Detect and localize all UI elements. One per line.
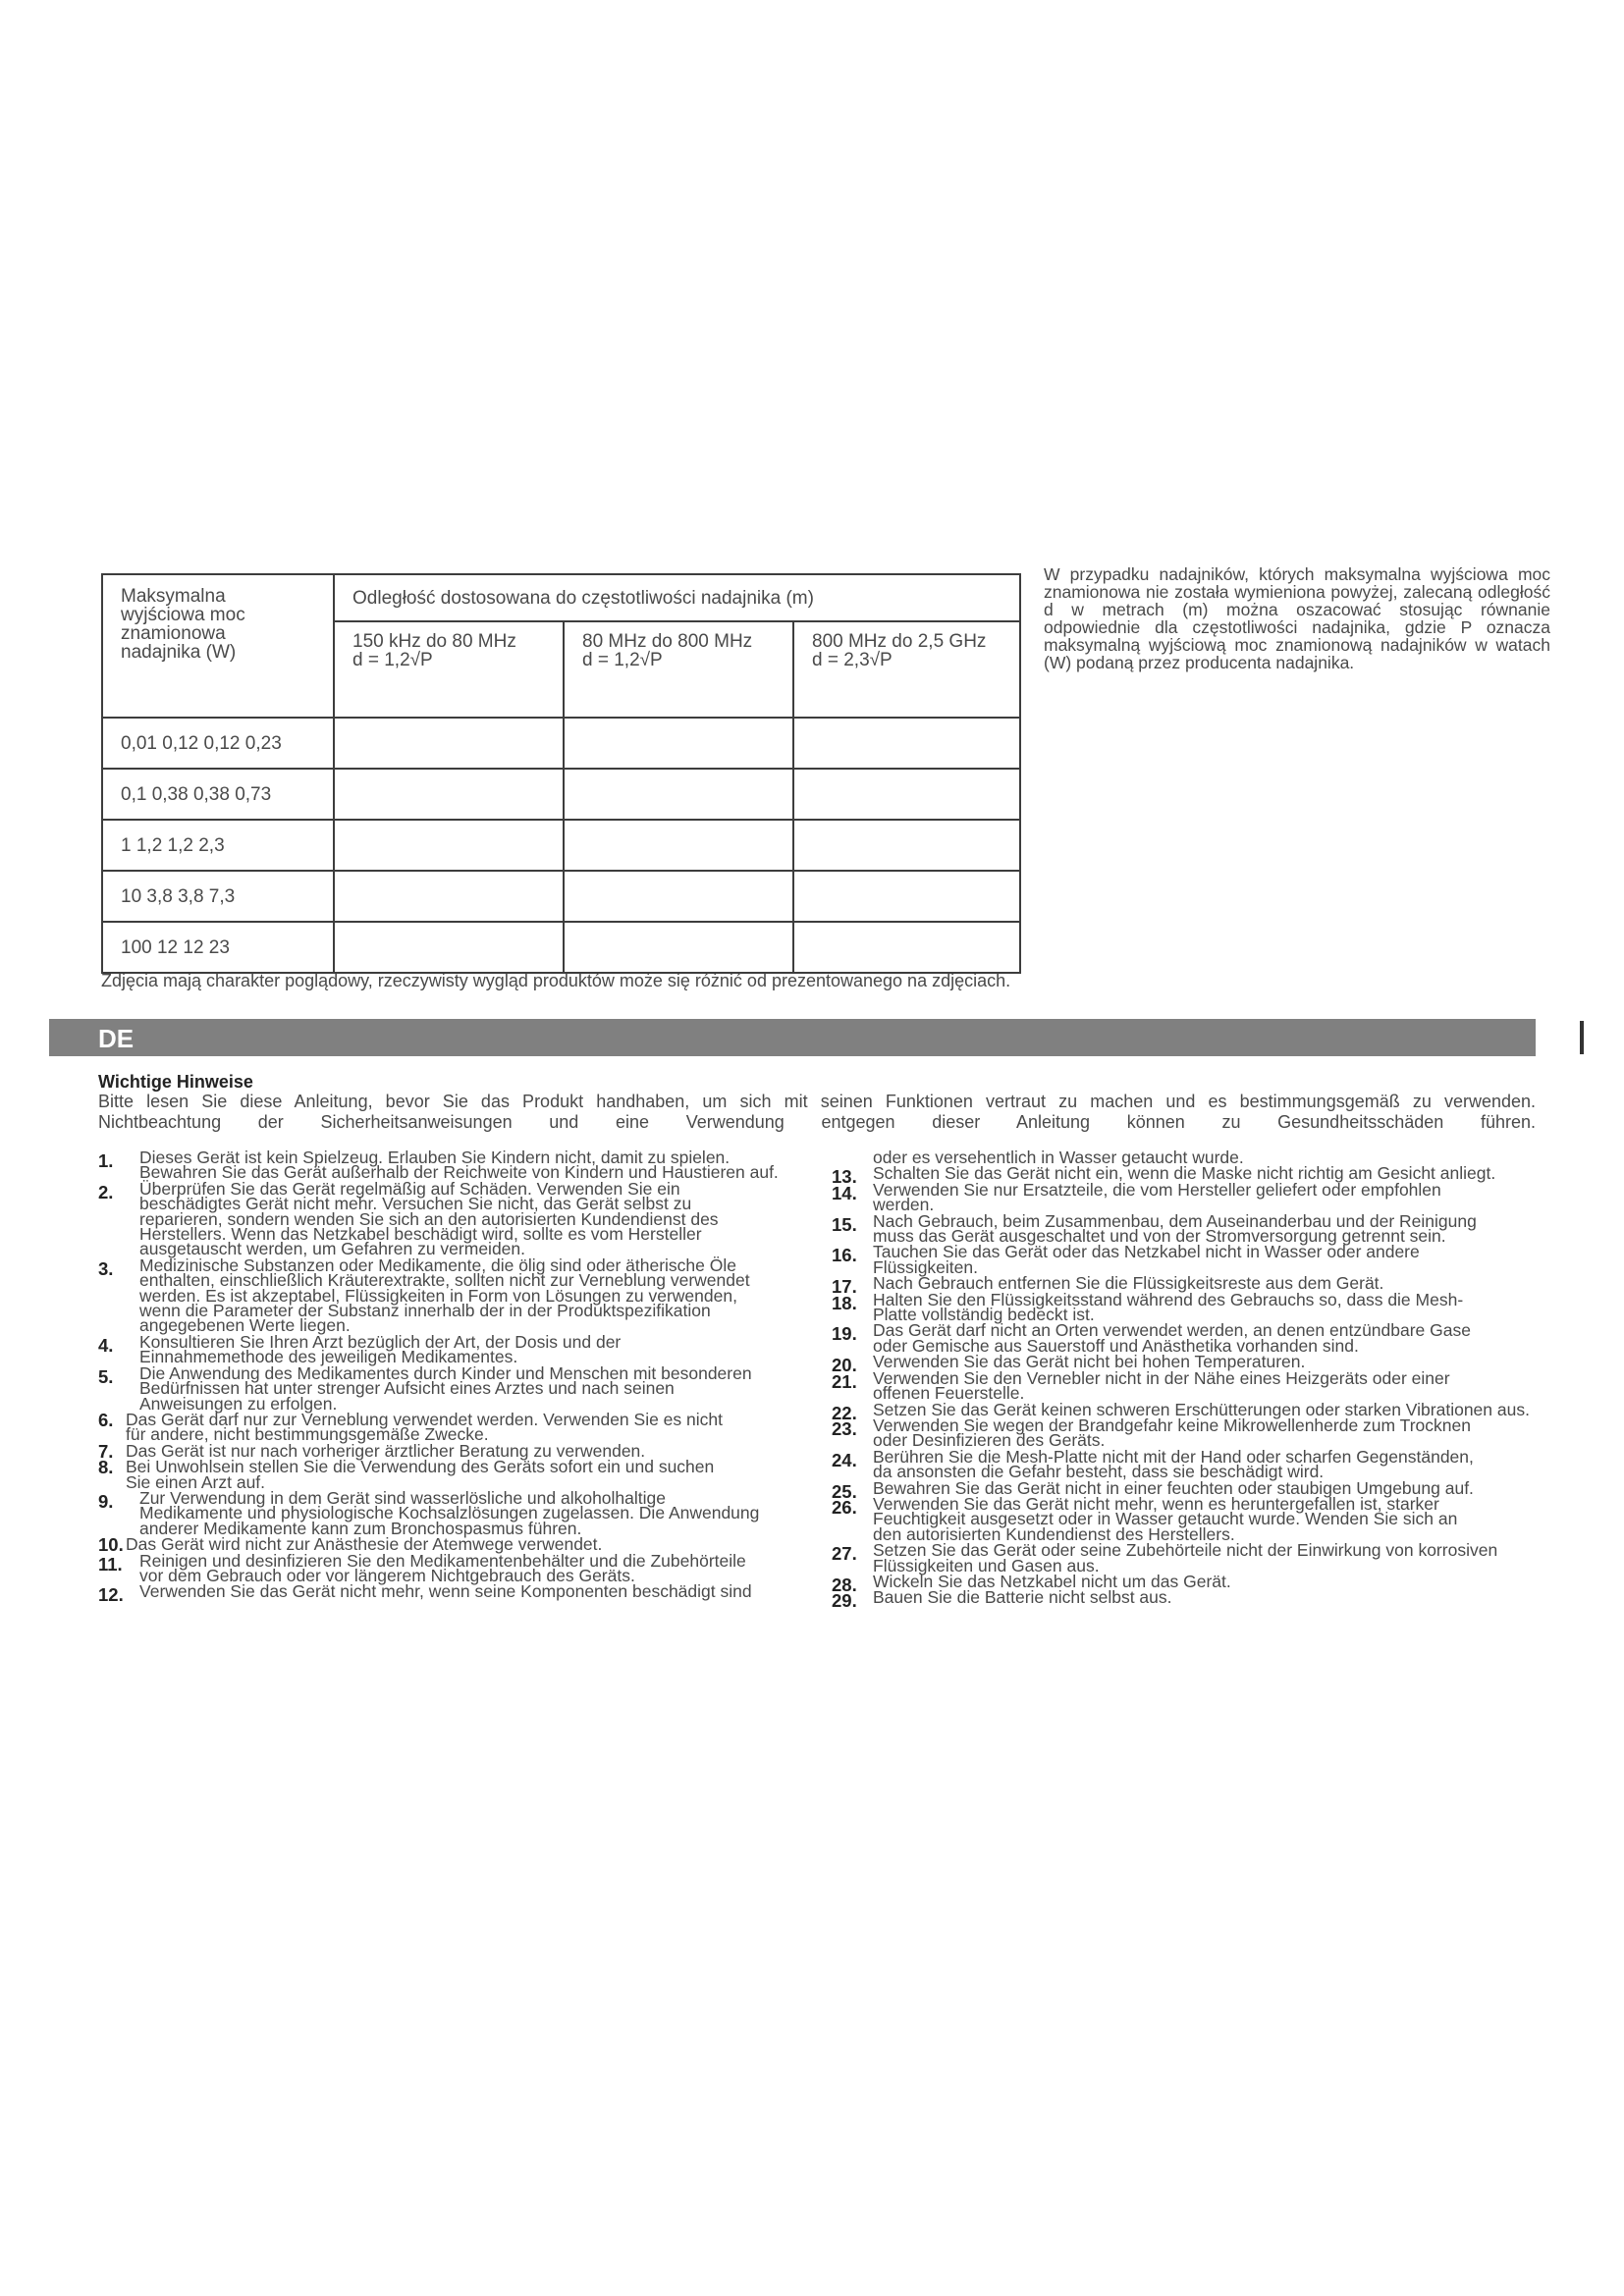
item-line: Setzen Sie das Gerät oder seine Zubehörteile nicht der Einwirkung von korrosiven	[873, 1540, 1498, 1561]
list-item	[98, 1362, 825, 1414]
list-item	[98, 1457, 825, 1492]
item-number: 14.	[832, 1182, 857, 1203]
list-item	[832, 1493, 1560, 1544]
band-header-1: 150 kHz do 80 MHz d = 1,2√P	[334, 621, 564, 718]
section-title: Wichtige Hinweise	[98, 1072, 253, 1092]
item-number: 9.	[98, 1490, 114, 1512]
item-line: Nach Gebrauch entfernen Sie die Flüssigkeitsreste aus dem Gerät.	[873, 1273, 1384, 1294]
item-number: 6.	[98, 1409, 114, 1430]
item-line: offenen Feuerstelle.	[873, 1383, 1025, 1404]
list-item	[98, 1150, 825, 1181]
item-line: Feuchtigkeit ausgesetzt oder in Wasser getaucht wurde. Wenden Sie sich an	[873, 1509, 1458, 1529]
item-line: Zur Verwendung in dem Gerät sind wasserlösliche und alkoholhaltige	[139, 1487, 666, 1508]
item-number: 27.	[832, 1543, 857, 1565]
item-line: für andere, nicht bestimmungsgemäße Zwecke.	[126, 1424, 489, 1445]
item-line: werden.	[873, 1195, 935, 1215]
item-line: den autorisierten Kundendienst des Herstellers.	[873, 1523, 1235, 1544]
item-number: 15.	[832, 1213, 857, 1235]
item-line: Flüssigkeiten.	[873, 1256, 978, 1277]
instructions-right-column	[832, 1148, 1560, 1612]
item-line: Medizinische Substanzen oder Medikamente, die ölig sind oder ätherische Öle	[139, 1255, 736, 1275]
item-number: 16.	[832, 1245, 857, 1266]
item-line: angegebenen Werte liegen.	[139, 1315, 351, 1336]
item-line: Konsultieren Sie Ihren Arzt bezüglich der Art, der Dosis und der	[139, 1331, 622, 1352]
language-code: DE	[98, 1024, 135, 1053]
list-item	[832, 1210, 1560, 1247]
item-number: 24.	[832, 1449, 857, 1470]
page-edge-mark	[1580, 1021, 1584, 1054]
list-item	[832, 1540, 1560, 1575]
item-number: 2.	[98, 1181, 114, 1202]
table-row	[102, 769, 1020, 820]
item-number: 29.	[832, 1590, 857, 1612]
item-line: Flüssigkeiten und Gasen aus.	[873, 1555, 1100, 1575]
item-line: Einnahmemethode des jeweiligen Medikamentes.	[139, 1347, 518, 1367]
item-number: 12.	[98, 1584, 124, 1606]
distance-header: Odległość dostosowana do częstotliwości nadajnika (m)	[334, 574, 1020, 621]
table-cell: 10 3,8 3,8 7,3	[102, 871, 334, 922]
item-number: 25.	[832, 1480, 857, 1502]
item-line: Verwenden Sie nur Ersatzteile, die vom Hersteller geliefert oder empfohlen	[873, 1179, 1441, 1200]
item-line: Verwenden Sie den Vernebler nicht in der Nähe eines Heizgeräts oder einer	[873, 1367, 1450, 1388]
item-line: Anweisungen zu erfolgen.	[139, 1393, 338, 1414]
item-line: Wickeln Sie das Netzkabel nicht um das Gerät.	[873, 1571, 1231, 1591]
side-note: W przypadku nadajników, których maksymalna wyjściowa moc znamionowa nie została wymieniona powyżej, zalecaną odległość d w metrach (m) można oszacować stosując równanie odpowiednie dla częstotliwości nadajnika, gdzie P oznacza maksymalną wyjściową moc znamionową nadajników w watach (W) podaną przez producenta nadajnika.	[1044, 564, 1550, 672]
item-line: wenn die Parameter der Substanz innerhalb der in der Produktspezifikation	[139, 1301, 711, 1321]
item-line: Bauen Sie die Batterie nicht selbst aus.	[873, 1587, 1172, 1608]
table-row	[102, 718, 1020, 769]
item-line: Bedürfnissen hat unter strenger Aufsicht eines Arztes und nach seinen	[139, 1378, 675, 1399]
item-number: 4.	[98, 1334, 114, 1356]
item-line: oder Desinfizieren des Geräts.	[873, 1430, 1106, 1451]
item-line: Überprüfen Sie das Gerät regelmäßig auf Schäden. Verwenden Sie ein	[139, 1178, 680, 1199]
item-number: 28.	[832, 1574, 857, 1595]
item-number: 20.	[832, 1355, 857, 1376]
list-item	[98, 1550, 825, 1585]
item-line: vor dem Gebrauch oder vor längerem Nichtgebrauch des Geräts.	[139, 1565, 635, 1585]
item-number: 1.	[98, 1150, 114, 1171]
item-number: 23.	[832, 1417, 857, 1439]
item-line: Das Gerät ist nur nach vorheriger ärztlicher Beratung zu verwenden.	[126, 1440, 646, 1461]
item-line: ausgetauscht werden, um Gefahren zu vermeiden.	[139, 1239, 525, 1259]
item-line: Reinigen und desinfizieren Sie den Medikamentenbehälter und die Zubehörteile	[139, 1550, 746, 1571]
list-item	[832, 1415, 1560, 1451]
item-number: 17.	[832, 1276, 857, 1298]
item-number: 18.	[832, 1292, 857, 1313]
item-number: 26.	[832, 1496, 857, 1518]
item-line: enthalten, einschließlich Kräuterextrakte, sollten nicht zur Verneblung verwendet	[139, 1270, 750, 1291]
list-item	[98, 1178, 825, 1259]
band-header-3: 800 MHz do 2,5 GHz d = 2,3√P	[793, 621, 1020, 718]
item-line: beschädigtes Gerät nicht mehr. Versuchen Sie nicht, das Gerät selbst zu	[139, 1194, 692, 1214]
list-item	[832, 1446, 1560, 1482]
continued-text: oder es versehentlich in Wasser getaucht wurde.	[873, 1148, 1244, 1167]
item-line: Platte vollständig bedeckt ist.	[873, 1305, 1095, 1325]
item-line: oder Gemische aus Sauerstoff und Anästhetika vorhanden sind.	[873, 1335, 1359, 1356]
item-line: Dieses Gerät ist kein Spielzeug. Erlauben Sie Kindern nicht, damit zu spielen.	[139, 1148, 731, 1167]
item-line: Berühren Sie die Mesh-Platte nicht mit der Hand oder scharfen Gegenständen,	[873, 1446, 1474, 1467]
item-line: Verwenden Sie wegen der Brandgefahr keine Mikrowellenherde zum Trocknen	[873, 1415, 1471, 1435]
item-line: Bei Unwohlsein stellen Sie die Verwendung des Geräts sofort ein und suchen	[126, 1457, 715, 1477]
item-number: 11.	[98, 1553, 123, 1575]
item-number: 19.	[832, 1323, 857, 1345]
item-line: Verwenden Sie das Gerät nicht bei hohen Temperaturen.	[873, 1352, 1306, 1372]
item-number: 7.	[98, 1440, 114, 1462]
item-line: Halten Sie den Flüssigkeitsstand während des Gebrauchs so, dass die Mesh-	[873, 1289, 1464, 1309]
list-item	[832, 1320, 1560, 1356]
item-line: Die Anwendung des Medikamentes durch Kinder und Menschen mit besonderen	[139, 1362, 752, 1383]
item-number: 13.	[832, 1166, 857, 1188]
intro-text: Bitte lesen Sie diese Anleitung, bevor Sie das Produkt handhaben, um sich mit seinen Funktionen vertraut zu machen und es bestimmungsgemäß zu verwenden. Nichtbeachtung der Sicherheitsanweisungen und eine Verwendung entgegen dieser Anleitung können zu Gesundheitsschäden führen.	[98, 1092, 1536, 1132]
instructions-left-column	[98, 1148, 825, 1606]
list-item	[832, 1289, 1560, 1325]
item-line: Nach Gebrauch, beim Zusammenbau, dem Auseinanderbau und der Reinigung	[873, 1210, 1477, 1231]
item-line: muss das Gerät ausgeschaltet und von der Stromversorgung getrennt sein.	[873, 1226, 1446, 1247]
item-number: 10.	[98, 1534, 124, 1556]
list-item	[98, 1409, 825, 1445]
language-bar	[49, 1019, 1536, 1056]
table-row	[102, 871, 1020, 922]
disclaimer: Zdjęcia mają charakter poglądowy, rzeczywisty wygląd produktów może się różnić od prezentowanego na zdjęciach.	[101, 971, 1011, 990]
table-cell: 0,1 0,38 0,38 0,73	[102, 769, 334, 820]
item-line: Bewahren Sie das Gerät außerhalb der Reichweite von Kindern und Haustieren auf.	[139, 1162, 779, 1183]
list-item	[98, 1255, 825, 1336]
list-item	[832, 1367, 1560, 1404]
list-item	[98, 1487, 825, 1538]
list-item	[832, 1587, 1560, 1612]
emc-distance-table	[101, 573, 1021, 974]
item-line: Verwenden Sie das Gerät nicht mehr, wenn seine Komponenten beschädigt sind	[139, 1581, 752, 1602]
item-line: Herstellers. Wenn das Netzkabel beschädigt wird, sollte es vom Hersteller	[139, 1224, 702, 1245]
list-item	[832, 1179, 1560, 1215]
item-line: Sie einen Arzt auf.	[126, 1471, 266, 1492]
item-line: Das Gerät darf nur zur Verneblung verwendet werden. Verwenden Sie es nicht	[126, 1409, 723, 1429]
item-line: Das Gerät darf nicht an Orten verwendet werden, an denen entzündbare Gase	[873, 1320, 1471, 1341]
table-cell: 0,01 0,12 0,12 0,23	[102, 718, 334, 769]
list-item	[832, 1242, 1560, 1277]
item-line: Verwenden Sie das Gerät nicht mehr, wenn es heruntergefallen ist, starker	[873, 1493, 1439, 1514]
band-header-2: 80 MHz do 800 MHz d = 1,2√P	[564, 621, 793, 718]
max-power-header: Maksymalna wyjściowa moc znamionowa nadajnika (W)	[102, 574, 334, 718]
item-line: werden. Es ist akzeptabel, Flüssigkeiten in Form von Lösungen zu verwenden,	[139, 1285, 737, 1306]
item-number: 22.	[832, 1402, 857, 1423]
item-line: reparieren, sondern wenden Sie sich an den autorisierten Kundendienst des	[139, 1208, 719, 1229]
item-number: 8.	[98, 1457, 114, 1478]
item-line: anderer Medikamente kann zum Bronchospasmus führen.	[139, 1518, 582, 1538]
item-line: Das Gerät wird nicht zur Anästhesie der Atemwege verwendet.	[126, 1534, 603, 1555]
table-cell: 1 1,2 1,2 2,3	[102, 820, 334, 871]
item-line: Medikamente und physiologische Kochsalzlösungen zugelassen. Die Anwendung	[139, 1503, 760, 1523]
item-line: Schalten Sie das Gerät nicht ein, wenn die Maske nicht richtig am Gesicht anliegt.	[873, 1163, 1496, 1184]
item-line: Tauchen Sie das Gerät oder das Netzkabel nicht in Wasser oder andere	[873, 1242, 1420, 1262]
item-number: 21.	[832, 1370, 857, 1392]
item-number: 5.	[98, 1365, 114, 1387]
item-line: Setzen Sie das Gerät keinen schweren Erschütterungen oder starken Vibrationen aus.	[873, 1399, 1530, 1419]
list-item	[98, 1331, 825, 1367]
item-line: da ansonsten die Gefahr besteht, dass sie beschädigt wird.	[873, 1462, 1325, 1482]
table-cell: 100 12 12 23	[102, 922, 334, 973]
item-number: 3.	[98, 1257, 114, 1279]
table-row	[102, 922, 1020, 973]
item-line: Bewahren Sie das Gerät nicht in einer feuchten oder staubigen Umgebung auf.	[873, 1477, 1474, 1498]
list-item	[98, 1581, 825, 1606]
table-row	[102, 820, 1020, 871]
